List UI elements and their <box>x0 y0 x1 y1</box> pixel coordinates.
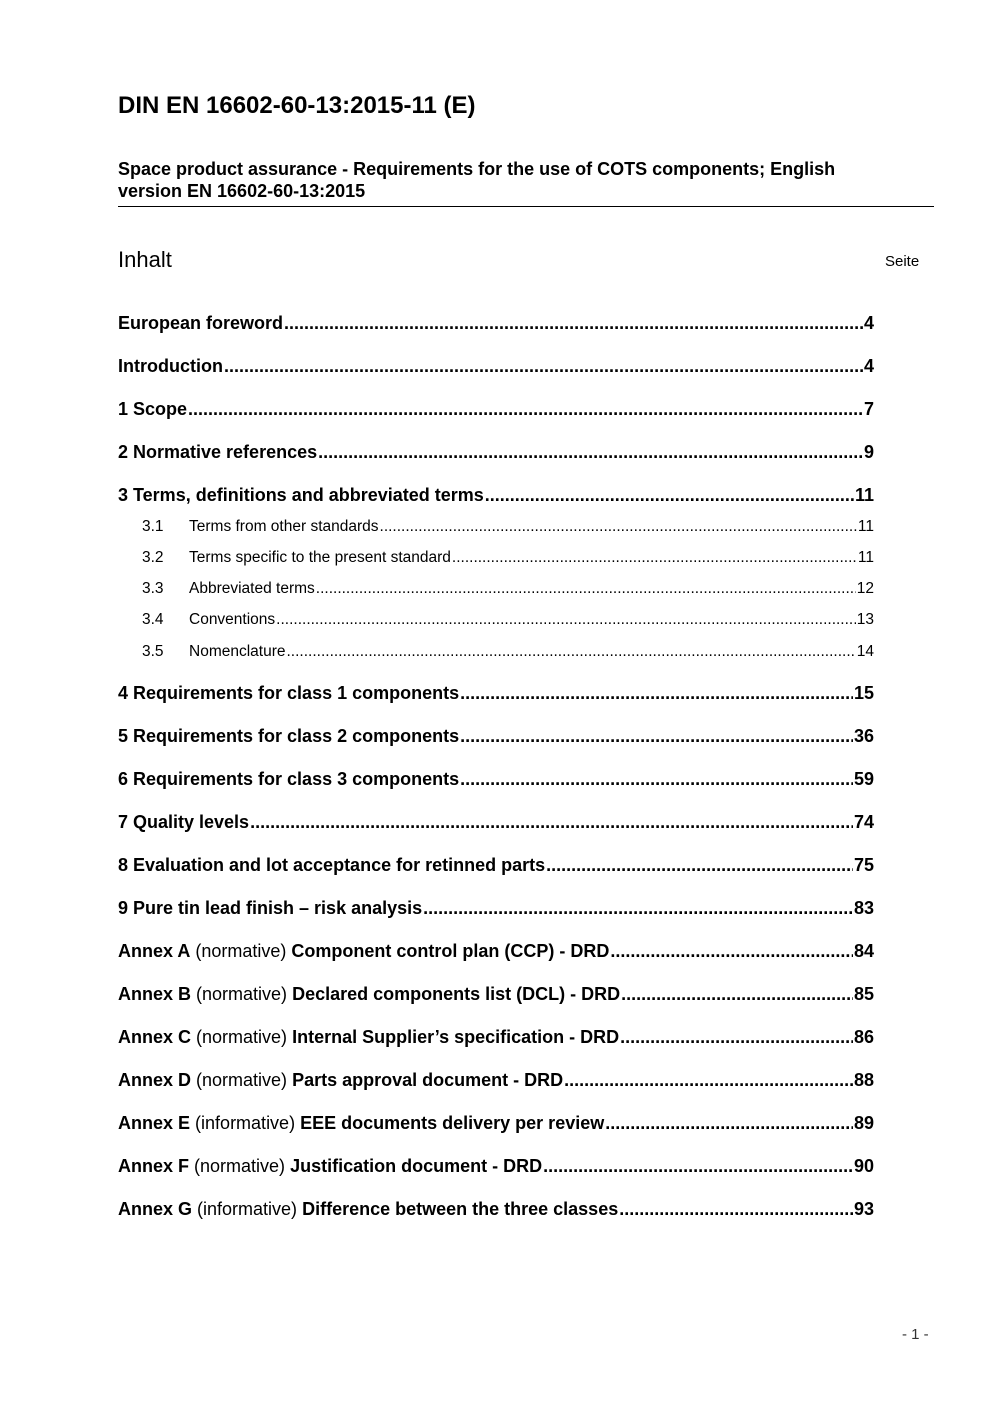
annex-kind: (informative) <box>197 1199 298 1219</box>
dot-leader <box>620 1025 853 1049</box>
toc-entry-page: 36 <box>853 726 874 746</box>
annex-kind: (normative) <box>195 941 287 961</box>
annex-label: Annex B <box>118 984 192 1004</box>
toc-entry[interactable] <box>118 397 874 421</box>
toc-subentry-number: 3.3 <box>142 580 164 597</box>
toc-entry-title: 8 Evaluation and lot acceptance for retinned parts <box>118 855 546 875</box>
dot-leader <box>316 578 856 600</box>
dot-leader <box>621 982 853 1006</box>
toc-entry[interactable] <box>118 853 874 877</box>
toc-entry-page: 74 <box>853 812 874 832</box>
toc-subentry-number: 3.4 <box>142 611 164 628</box>
toc-entry-title: Introduction <box>118 356 223 376</box>
toc-entry-title: 5 Requirements for class 2 components <box>118 726 460 746</box>
toc-entry-page: 11 <box>854 485 874 505</box>
toc-entry[interactable] <box>118 810 874 834</box>
toc-subentry-title: Conventions <box>189 611 276 628</box>
toc-entry-title: 4 Requirements for class 1 components <box>118 683 460 703</box>
annex-label: Annex F <box>118 1156 190 1176</box>
dot-leader <box>423 896 853 920</box>
toc-subentry[interactable] <box>118 547 874 569</box>
annex-kind: (normative) <box>196 1027 288 1047</box>
annex-title: EEE documents delivery per review <box>300 1113 605 1133</box>
toc-entry-page: 9 <box>863 442 874 462</box>
dot-leader <box>460 681 853 705</box>
dot-leader <box>250 810 853 834</box>
annex-label: Annex G <box>118 1199 193 1219</box>
toc-subentry[interactable] <box>118 641 874 663</box>
dot-leader <box>452 547 857 569</box>
toc-entry-title: 7 Quality levels <box>118 812 250 832</box>
annex-label: Annex E <box>118 1113 191 1133</box>
toc-entry-page: 89 <box>853 1113 874 1133</box>
toc-entry-page: 15 <box>853 683 874 703</box>
toc-annex-entry[interactable] <box>118 982 874 1006</box>
toc-entry-page: 88 <box>853 1070 874 1090</box>
toc-entry[interactable] <box>118 440 874 464</box>
toc-subentry-number: 3.2 <box>142 549 164 566</box>
dot-leader <box>380 516 857 538</box>
annex-label: Annex A <box>118 941 191 961</box>
annex-kind: (informative) <box>195 1113 296 1133</box>
dot-leader <box>564 1068 853 1092</box>
dot-leader <box>485 483 854 507</box>
annex-title: Parts approval document - DRD <box>292 1070 564 1090</box>
subtitle-line-1: Space product assurance - Requirements for the use of COTS components; English <box>118 159 836 179</box>
toc-entry-page: 4 <box>863 313 874 333</box>
dot-leader <box>224 354 863 378</box>
toc-annex-entry[interactable] <box>118 1068 874 1092</box>
toc-subentry-title: Terms specific to the present standard <box>189 549 451 566</box>
toc-entry-page: 4 <box>863 356 874 376</box>
annex-kind: (normative) <box>196 1070 288 1090</box>
toc-entry-page: 7 <box>863 399 874 419</box>
annex-label: Annex D <box>118 1070 192 1090</box>
annex-title: Component control plan (CCP) - DRD <box>291 941 610 961</box>
toc-entry-page: 84 <box>853 941 874 961</box>
toc-entry-page: 93 <box>853 1199 874 1219</box>
toc-subentry-page: 12 <box>856 580 874 597</box>
toc-entry[interactable] <box>118 681 874 705</box>
dot-leader <box>619 1197 853 1221</box>
toc-entry-page: 83 <box>853 898 874 918</box>
toc-entry[interactable] <box>118 483 874 507</box>
toc-entry-title: 1 Scope <box>118 399 188 419</box>
dot-leader <box>605 1111 853 1135</box>
toc-subentry-page: 13 <box>856 611 874 628</box>
toc-subentry-page: 11 <box>857 549 874 566</box>
dot-leader <box>318 440 863 464</box>
toc-entry[interactable] <box>118 354 874 378</box>
dot-leader <box>276 609 856 631</box>
toc-annex-entry[interactable] <box>118 939 874 963</box>
annex-label: Annex C <box>118 1027 192 1047</box>
toc-heading: Inhalt <box>118 247 172 272</box>
toc-entry-page: 86 <box>853 1027 874 1047</box>
toc-entry-page: 85 <box>853 984 874 1004</box>
page-number: - 1 - <box>902 1326 929 1343</box>
toc-entry-title: European foreword <box>118 313 284 333</box>
toc-subentry-title: Terms from other standards <box>189 518 379 535</box>
toc-entry[interactable] <box>118 896 874 920</box>
dot-leader <box>610 939 853 963</box>
toc-subentry-number: 3.5 <box>142 643 164 660</box>
toc-subentry-page: 14 <box>856 643 874 660</box>
toc-entry-title: 6 Requirements for class 3 components <box>118 769 460 789</box>
document-id: DIN EN 16602-60-13:2015-11 (E) <box>118 92 476 119</box>
subtitle-line-2: version EN 16602-60-13:2015 <box>118 181 366 201</box>
dot-leader <box>543 1154 853 1178</box>
toc-entry-page: 90 <box>853 1156 874 1176</box>
annex-title: Declared components list (DCL) - DRD <box>292 984 621 1004</box>
toc-entry-title: 9 Pure tin lead finish – risk analysis <box>118 898 423 918</box>
toc-entry-page: 59 <box>853 769 874 789</box>
toc-subentry[interactable] <box>118 609 874 631</box>
annex-title: Internal Supplier’s specification - DRD <box>292 1027 620 1047</box>
toc-entry[interactable] <box>118 311 874 335</box>
dot-leader <box>188 397 863 421</box>
dot-leader <box>284 311 863 335</box>
toc-annex-entry[interactable] <box>118 1154 874 1178</box>
toc-entry-title: 3 Terms, definitions and abbreviated terms <box>118 485 484 505</box>
annex-title: Justification document - DRD <box>290 1156 543 1176</box>
toc-subentry[interactable] <box>118 578 874 600</box>
table-of-contents <box>118 0 874 1300</box>
dot-leader <box>287 641 856 663</box>
toc-subentry[interactable] <box>118 516 874 538</box>
toc-entry-page: 75 <box>853 855 874 875</box>
annex-kind: (normative) <box>196 984 288 1004</box>
toc-subentry-page: 11 <box>857 518 874 535</box>
toc-annex-entry[interactable] <box>118 1025 874 1049</box>
dot-leader <box>546 853 853 877</box>
toc-entry[interactable] <box>118 724 874 748</box>
annex-kind: (normative) <box>194 1156 286 1176</box>
toc-entry-title: 2 Normative references <box>118 442 318 462</box>
dot-leader <box>460 767 853 791</box>
dot-leader <box>460 724 853 748</box>
toc-annex-entry[interactable] <box>118 1197 874 1221</box>
toc-subentry-title: Abbreviated terms <box>189 580 315 597</box>
toc-annex-entry[interactable] <box>118 1111 874 1135</box>
page-column-label: Seite <box>885 253 920 270</box>
toc-subentry-number: 3.1 <box>142 518 164 535</box>
annex-title: Difference between the three classes <box>302 1199 619 1219</box>
toc-entry[interactable] <box>118 767 874 791</box>
toc-subentry-title: Nomenclature <box>189 643 286 660</box>
